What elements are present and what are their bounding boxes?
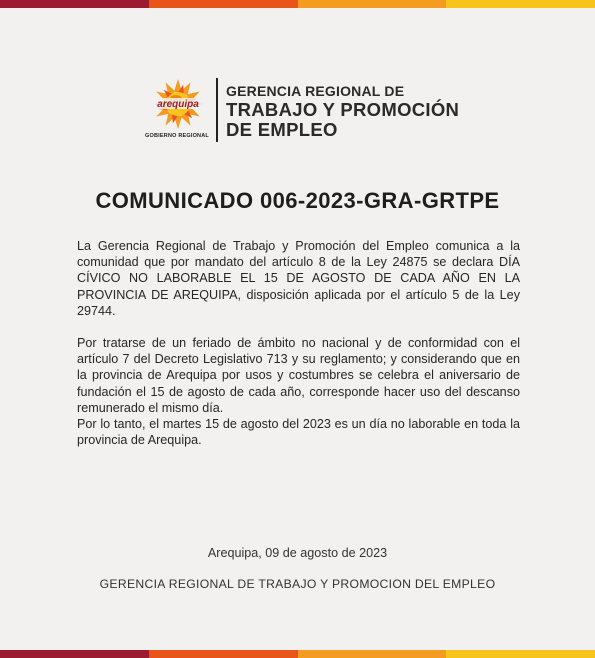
- stripe-segment-crimson: [0, 0, 149, 8]
- top-color-stripe: [0, 0, 595, 8]
- document-title: COMUNICADO 006-2023-GRA-GRTPE: [95, 188, 500, 213]
- signature-organization: GERENCIA REGIONAL DE TRABAJO Y PROMOCION DEL EMPLEO: [99, 577, 496, 591]
- stripe-segment-orange: [149, 0, 298, 8]
- body-paragraph-3: Por lo tanto, el martes 15 de agosto del 2023 es un día no laborable en toda la provincia de Arequipa.: [77, 417, 520, 448]
- body-paragraph-1: La Gerencia Regional de Trabajo y Promoción del Empleo comunica a la comunidad que por mandato del artículo 8 de la Ley 24875 se declara DÍA CÍVICO NO LABORABLE EL 15 DE AGOSTO DE CADA AÑO EN LA PROVINCIA DE AREQUIPA, disposición aplicada por el artículo 5 de la Ley 29744.: [77, 239, 520, 318]
- date-line: Arequipa, 09 de agosto de 2023: [207, 546, 388, 560]
- body-paragraph-2: Por tratarse de un feriado de ámbito no nacional y de conformidad con el artículo 7 del Decreto Legislativo 713 y su reglamento; y considerando que en la provincia de Arequipa por usos y costumbres se celebra el aniversario de fundación el 15 de agosto de cada año, corresponde hacer uso del descanso remunerado el mismo día.: [77, 336, 520, 415]
- institution-logo: [142, 78, 462, 144]
- stripe-segment-amber: [298, 0, 447, 8]
- bottom-color-stripe: [0, 650, 595, 658]
- stripe-segment-yellow: [446, 650, 595, 658]
- stripe-segment-orange: [149, 650, 298, 658]
- brand-wordmark: arequipa: [157, 99, 199, 110]
- emblem-caption: GOBIERNO REGIONAL: [145, 133, 209, 139]
- stripe-segment-crimson: [0, 650, 149, 658]
- organization-name: [226, 84, 459, 139]
- document-body: [77, 238, 520, 448]
- stripe-segment-yellow: [446, 0, 595, 8]
- gobierno-regional-emblem: [142, 78, 212, 144]
- org-name-line-2: TRABAJO Y PROMOCIÓN: [226, 99, 460, 120]
- sun-emblem-icon: [150, 78, 206, 134]
- org-name-line-1: GERENCIA REGIONAL DE: [226, 83, 405, 99]
- org-name-line-3: DE EMPLEO: [226, 118, 338, 140]
- stripe-segment-amber: [298, 650, 447, 658]
- logo-divider: [216, 78, 218, 142]
